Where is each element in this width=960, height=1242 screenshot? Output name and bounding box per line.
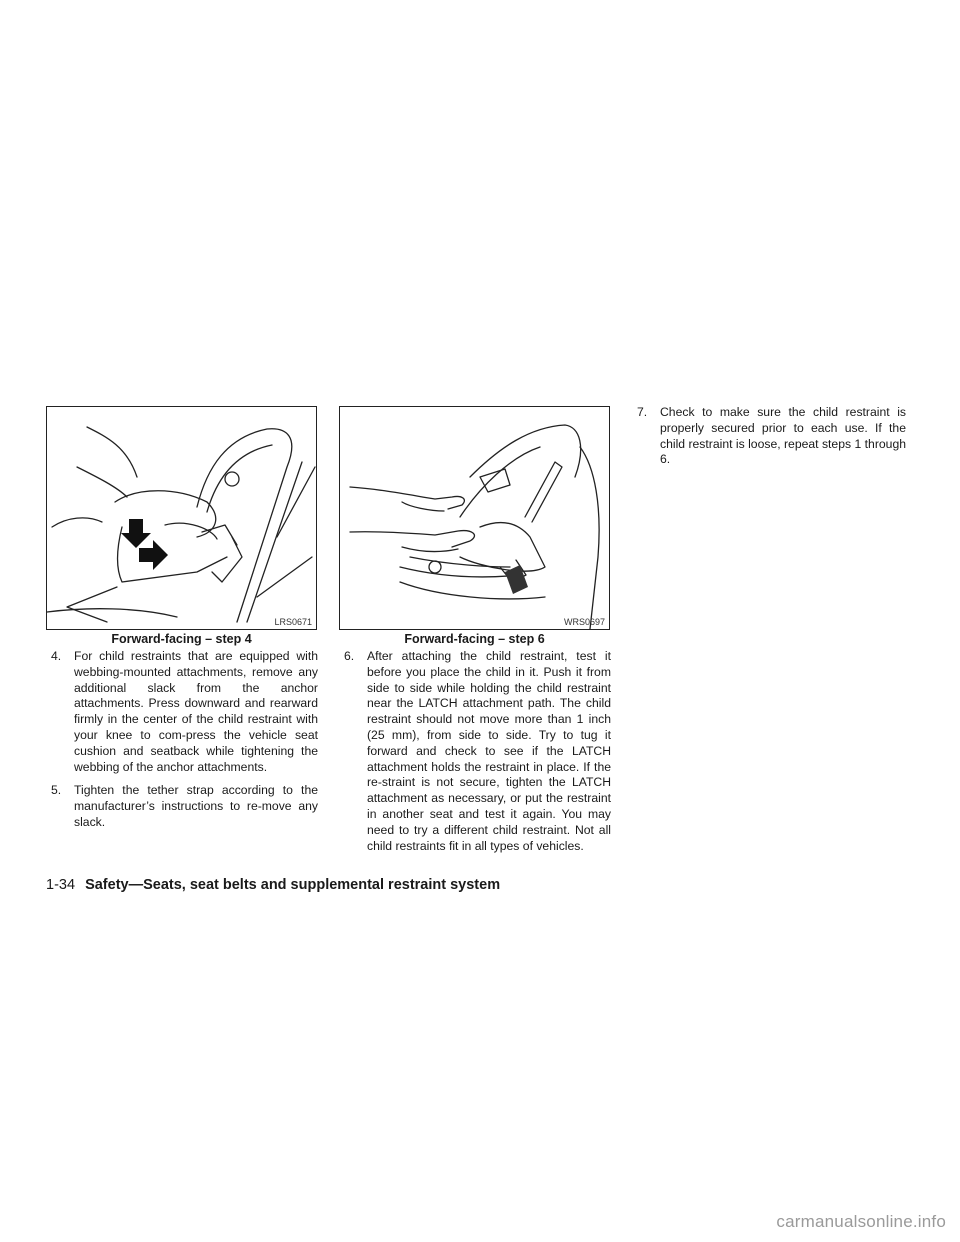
- figure-caption: Forward-facing – step 6: [404, 632, 545, 646]
- step-5: [46, 783, 318, 830]
- step-7: [632, 405, 906, 468]
- page-number: 1-34: [46, 877, 76, 893]
- child-seat-knee-press-illustration: [47, 407, 317, 630]
- figure-forward-facing-step-4: [46, 406, 317, 630]
- watermark: carmanualsonline.info: [776, 1212, 946, 1231]
- figure-code: LRS0671: [274, 617, 312, 627]
- column-left: [46, 649, 318, 839]
- figure-code: WRS0697: [563, 617, 605, 627]
- figure-caption: Forward-facing – step 4: [111, 632, 252, 646]
- step-number: 6.: [344, 649, 355, 663]
- step-number: 7.: [637, 405, 648, 419]
- arrow-right-icon: [139, 540, 168, 570]
- column-right: [632, 405, 906, 476]
- step-text: For child restraints that are equipped with webbing-mounted attachments, remove any additional slack from the anchor attachments. Press downward and rearward firmly in the center of the child restraint with your knee to com-press the vehicle seat cushion and seatback while tightening the webbing of the anchor attachments.: [74, 649, 318, 774]
- page-footer: [46, 877, 500, 893]
- step-4: [46, 649, 318, 775]
- step-text: After attaching the child restraint, test it before you place the child in it. Push it from side to side while holding the child restraint near the LATCH attachment path. The child restraint should not move more than 1 inch (25 mm), from side to side. Try to tug it forward and check to see if the LATCH attachment holds the restraint in place. If the re-straint is not secure, tighten the LATCH attachment as necessary, or put the restraint in another seat and test it again. You may need to try a different child restraint. Not all child restraints fit in all types of vehicles.: [367, 649, 611, 853]
- arrow-down-icon: [121, 519, 151, 548]
- chapter-title: Safety—Seats, seat belts and supplemental restraint system: [85, 877, 501, 893]
- strap-icon: [505, 565, 528, 594]
- step-6: [339, 649, 611, 854]
- step-number: 5.: [51, 783, 62, 798]
- step-number: 4.: [51, 649, 62, 663]
- step-text: Check to make sure the child restraint is properly secured prior to each use. If the child restraint is loose, repeat steps 1 through 6.: [660, 405, 906, 467]
- column-middle: [339, 649, 611, 862]
- step-text: Tighten the tether strap according to the manufacturer’s instructions to re-move any slack.: [74, 783, 318, 829]
- figure-forward-facing-step-6: [339, 406, 610, 630]
- hands-testing-child-seat-illustration: [340, 407, 610, 630]
